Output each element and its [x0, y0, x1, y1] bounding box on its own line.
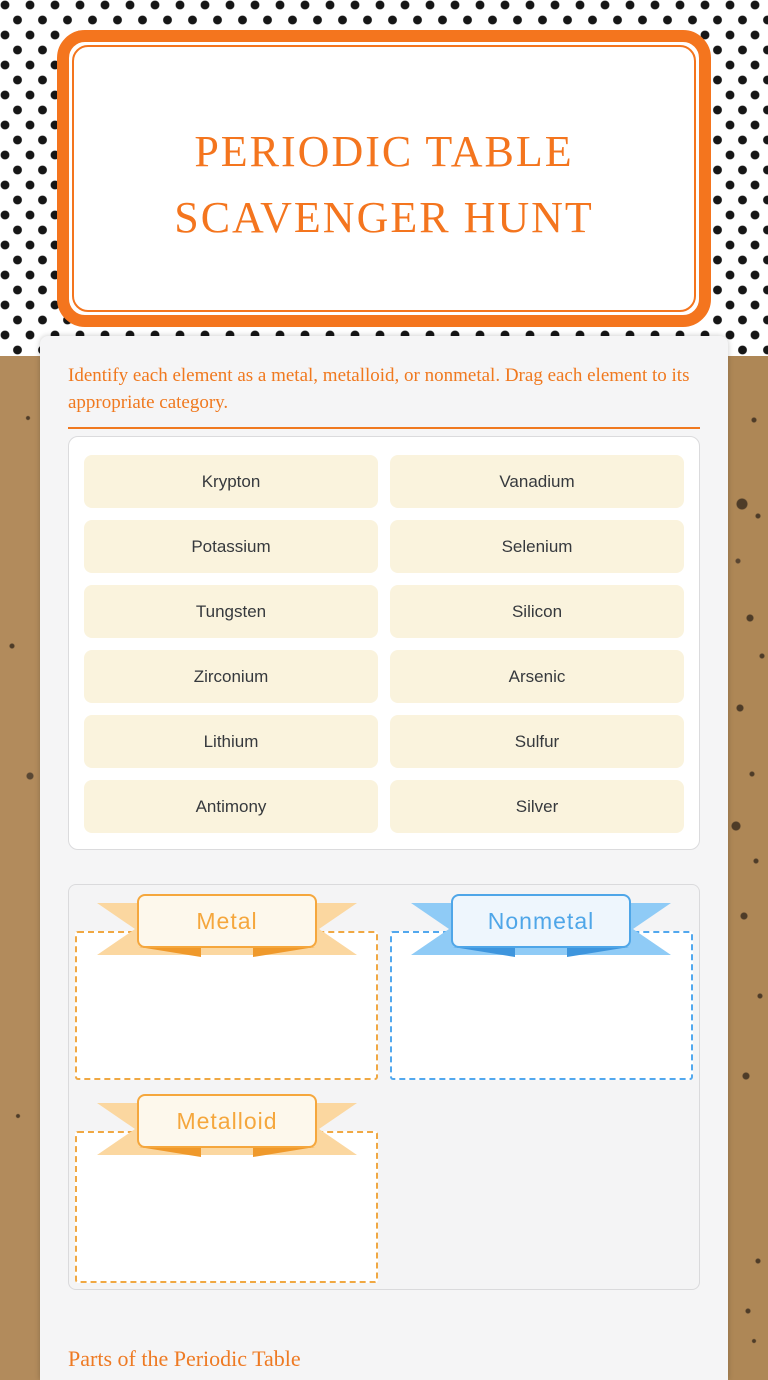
- nonmetal-ribbon-banner: [411, 894, 671, 968]
- element-chip-krypton[interactable]: Krypton: [84, 455, 378, 508]
- element-chip-potassium[interactable]: Potassium: [84, 520, 378, 573]
- element-chip-zirconium[interactable]: Zirconium: [84, 650, 378, 703]
- element-chip-antimony[interactable]: Antimony: [84, 780, 378, 833]
- element-chip-silicon[interactable]: Silicon: [390, 585, 684, 638]
- element-chip-tungsten[interactable]: Tungsten: [84, 585, 378, 638]
- element-chip-lithium[interactable]: Lithium: [84, 715, 378, 768]
- category-dropzones-card: [68, 884, 700, 1290]
- element-chip-sulfur[interactable]: Sulfur: [390, 715, 684, 768]
- element-chip-arsenic[interactable]: Arsenic: [390, 650, 684, 703]
- section-heading-parts-of-periodic-table: Parts of the Periodic Table: [68, 1346, 301, 1371]
- question-instructions: Identify each element as a metal, metalloid, or nonmetal. Drag each element to its appropriate category.: [68, 365, 690, 413]
- instructions-divider: [68, 427, 700, 429]
- worksheet-title-line2: SCAVENGER HUNT: [174, 193, 594, 242]
- element-chip-vanadium[interactable]: Vanadium: [390, 455, 684, 508]
- worksheet-title-inner-frame: [72, 45, 696, 312]
- metalloid-ribbon-banner: [97, 1094, 357, 1168]
- kraft-paper-left-margin: [0, 356, 40, 1380]
- worksheet-title-banner: [57, 30, 711, 327]
- element-bank: [68, 436, 700, 850]
- nonmetal-ribbon-label: Nonmetal: [451, 894, 631, 948]
- metal-ribbon-banner: [97, 894, 357, 968]
- kraft-paper-right-margin: [728, 356, 768, 1380]
- element-chip-selenium[interactable]: Selenium: [390, 520, 684, 573]
- worksheet-body-card: [40, 336, 728, 1380]
- worksheet-title-line1: PERIODIC TABLE: [194, 127, 574, 176]
- metal-ribbon-label: Metal: [137, 894, 317, 948]
- element-chip-silver[interactable]: Silver: [390, 780, 684, 833]
- metalloid-ribbon-label: Metalloid: [137, 1094, 317, 1148]
